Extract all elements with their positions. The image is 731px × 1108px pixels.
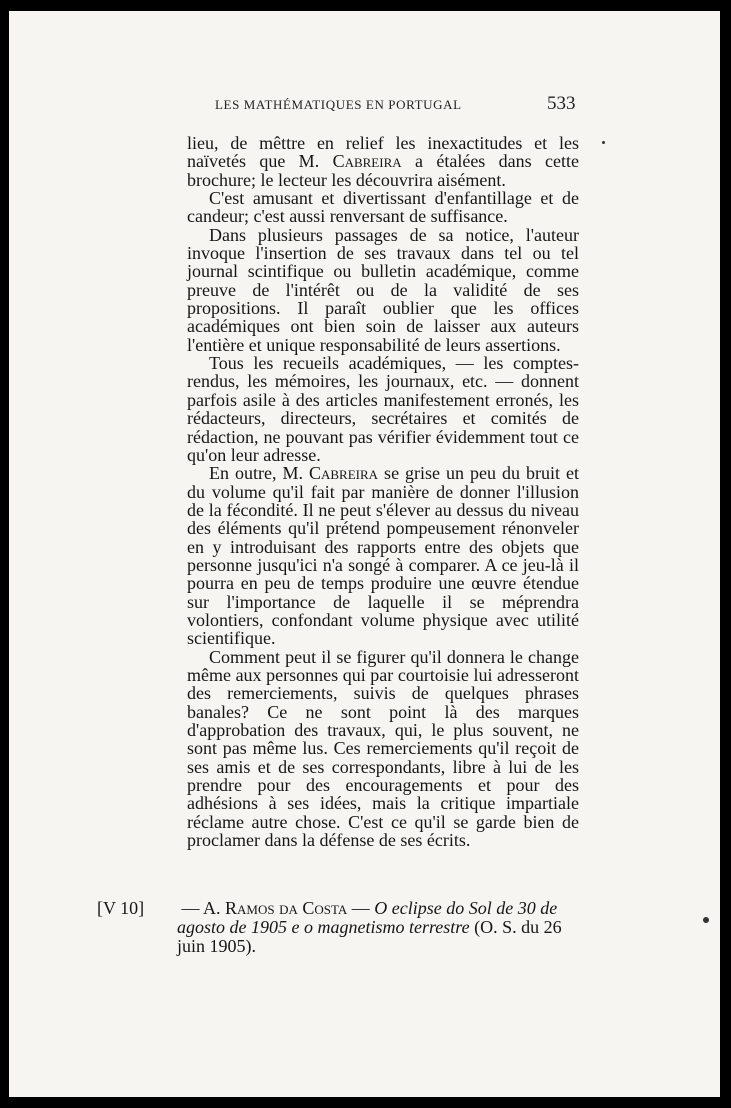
running-title: LES MATHÉMATIQUES EN PORTUGAL bbox=[215, 97, 462, 112]
paragraph-text: lieu, de mêttre en relief les inexactitudes et les naïvetés que M. bbox=[187, 133, 579, 172]
work-source: (O. S. du 26 juin 1905). bbox=[177, 917, 562, 957]
paragraph-text: Comment peut il se figurer qu'il donnera le change même aux personnes qui par courtoisie lui adresseront des remerciements, suivis de quelques phrases banales? Ce ne sont point là des marques d'approbation des travaux, qui, le plus souvent, ne sont pas même lus. Ces remerciements qu'il reçoit de ses amis et de ses correspondants, libre à lui de les prendre pour des encouragements et pour des adhésions à ses idées, mais la critique impartiale réclame autre chose. C'est ce qu'il se garde bien de proclamer dans la défense de ses écrits. bbox=[187, 646, 579, 851]
page-header bbox=[9, 93, 720, 117]
paragraph-text: Tous les recueils académiques, — les comptes-rendus, les mémoires, les journaux, etc. — donnent parfois asile à des articles manifestement erronés, les rédacteurs, directeurs, secrétaires et comités de rédaction, ne pouvant pas vérifier évidemment tout ce qu'on leur adresse. bbox=[187, 353, 579, 465]
paragraph-text: se grise un peu du bruit et du volume qu'il fait par manière de donner l'illusion de la fécondité. Il ne peut s'élever au dessus du niveau des éléments qu'il prétend pompeusement rénonveler en y introduisant des rapports entre des objets que personne jusqu'ici n'a songé à comparer. A ce jeu-là il pourra en peu de temps produire une œuvre étendue sur l'importance de laquelle il se méprendra volontiers, confondant volume physique avec utilité scientifique. bbox=[187, 463, 579, 649]
margin-speck bbox=[602, 141, 605, 144]
paragraph bbox=[187, 354, 579, 464]
document-page bbox=[9, 11, 720, 1097]
author-name: Ramos da Costa bbox=[225, 898, 348, 918]
paragraph bbox=[187, 648, 579, 850]
entry-dash-2: — bbox=[347, 898, 375, 918]
margin-speck bbox=[703, 917, 709, 923]
author-reference: Cabreira bbox=[308, 463, 379, 484]
paragraph-text: a étalées dans cette brochure; le lecteur les découvrira aisément. bbox=[187, 151, 580, 190]
body-text bbox=[187, 134, 579, 849]
bibliography-entry bbox=[97, 899, 579, 957]
paragraph bbox=[187, 189, 579, 226]
author-initial: A. bbox=[203, 898, 226, 918]
entry-dash: — bbox=[177, 898, 204, 918]
paragraph-text: C'est amusant et divertissant d'enfantillage et de candeur; c'est aussi renversant de suffisance. bbox=[187, 188, 579, 227]
paragraph bbox=[187, 226, 579, 354]
paragraph-text: Dans plusieurs passages de sa notice, l'auteur invoque l'insertion de ses travaux dans tel ou tel journal scintifique ou bulletin académique, comme preuve de l'intérêt ou de la validité de ses propositions. Il paraît oublier que les offices académiques ont bien soin de laisser aux auteurs l'entière et unique responsabilité de leurs assertions. bbox=[187, 224, 579, 355]
work-title: O eclipse do Sol de 30 de agosto de 1905 e o magnetismo terrestre bbox=[177, 898, 558, 938]
paragraph bbox=[187, 464, 579, 647]
author-reference: Cabreira bbox=[332, 151, 402, 172]
page-number: 533 bbox=[547, 93, 576, 114]
paragraph bbox=[187, 134, 579, 189]
paragraph-text: En outre, M. bbox=[209, 463, 309, 484]
entry-code: [V 10] bbox=[97, 898, 145, 918]
